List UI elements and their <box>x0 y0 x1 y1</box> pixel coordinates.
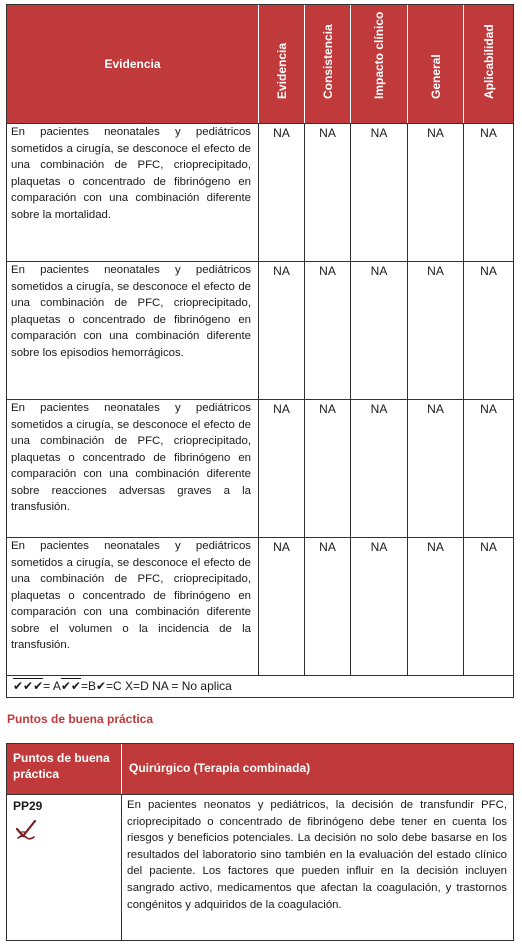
cell-evidencia: NA <box>273 402 290 416</box>
header-aplicabilidad: Aplicabilidad <box>481 24 496 99</box>
cell-consistencia: NA <box>319 402 336 416</box>
cell-consistencia: NA <box>319 126 336 140</box>
evidence-table <box>6 4 514 698</box>
good-practice-row <box>7 794 513 940</box>
grading-legend <box>7 675 513 697</box>
check-mark-icon: ✔✔✔ <box>13 679 44 693</box>
good-practice-header <box>7 744 513 794</box>
section-title: Puntos de buena práctica <box>7 712 154 726</box>
legend-c: =C X=D NA = No aplica <box>106 679 232 693</box>
cell-evidencia: NA <box>273 126 290 140</box>
table-row <box>7 537 513 675</box>
row-description: En pacientes neonatales y pediátricos sometidos a cirugía, se desconoce el efecto de una combinación de PFC, crioprecipitado, plaquetas o concentrado de fibrinógeno en comparación con una combinación diferente sobre el volumen o la incidencia de la transfusión. <box>11 540 251 651</box>
check-mark-icon: ✔✔ <box>60 679 81 693</box>
evidence-table-header <box>7 5 513 123</box>
row-description: En pacientes neonatales y pediátricos sometidos a cirugía, se desconoce el efecto de una combinación de PFC, crioprecipitado, plaquetas o concentrado de fibrinógeno en comparación con una combinación diferente sobre la mortalidad. <box>11 126 251 221</box>
cell-aplicabilidad: NA <box>480 540 497 554</box>
cell-consistencia: NA <box>319 540 336 554</box>
cell-general: NA <box>427 126 444 140</box>
cell-general: NA <box>427 264 444 278</box>
good-practice-table <box>6 743 514 941</box>
header-evidencia: Evidencia <box>274 42 289 99</box>
practice-code: PP29 <box>13 799 43 813</box>
cell-impacto: NA <box>370 126 388 140</box>
header-impacto: Impacto clínico <box>372 11 386 99</box>
cell-general: NA <box>427 402 444 416</box>
legend-a: = A <box>43 679 61 693</box>
cell-impacto: NA <box>370 264 388 278</box>
cell-aplicabilidad: NA <box>480 126 497 140</box>
checkmark-hand-icon <box>15 819 37 841</box>
cell-aplicabilidad: NA <box>480 264 497 278</box>
cell-impacto: NA <box>370 540 388 554</box>
cell-general: NA <box>427 540 444 554</box>
row-description: En pacientes neonatales y pediátricos sometidos a cirugía, se desconoce el efecto de una combinación de PFC, crioprecipitado, plaquetas o concentrado de fibrinógeno en comparación con una combinación diferente sobre reacciones adversas graves a la transfusión. <box>11 402 251 513</box>
cell-evidencia: NA <box>273 264 290 278</box>
check-mark-icon: ✔ <box>95 679 107 693</box>
header-col-points: Puntos de buena práctica <box>13 751 110 781</box>
header-evidencia-main: Evidencia <box>104 57 161 71</box>
cell-impacto: NA <box>370 402 388 416</box>
row-description: En pacientes neonatales y pediátricos sometidos a cirugía, se desconoce el efecto de una combinación de PFC, crioprecipitado, plaquetas o concentrado de fibrinógeno en comparación con una combinación diferente sobre los episodios hemorrágicos. <box>11 264 251 359</box>
legend-b: =B <box>80 679 96 693</box>
practice-text: En pacientes neonatos y pediátricos, la decisión de transfundir PFC, crioprecipitado o concentrado de fibrinógeno debe tener en cuenta los riesgos y beneficios potenciales. La decisión no solo debe basarse en los resultados del laboratorio sino también en la evaluación del estado clínico del paciente. Los factores que pueden influir en la decisión incluyen sangrado activo, medicamentos que afectan la coagulación, y trastornos congénitos y adquiridos de la coagulación. <box>127 799 507 911</box>
cell-evidencia: NA <box>273 540 290 554</box>
table-row <box>7 123 513 261</box>
table-row <box>7 399 513 537</box>
table-row <box>7 261 513 399</box>
header-consistencia: Consistencia <box>320 24 335 99</box>
header-general: General <box>428 54 443 99</box>
cell-aplicabilidad: NA <box>480 402 497 416</box>
cell-consistencia: NA <box>319 264 336 278</box>
header-col-surgical: Quirúrgico (Terapia combinada) <box>129 761 311 775</box>
